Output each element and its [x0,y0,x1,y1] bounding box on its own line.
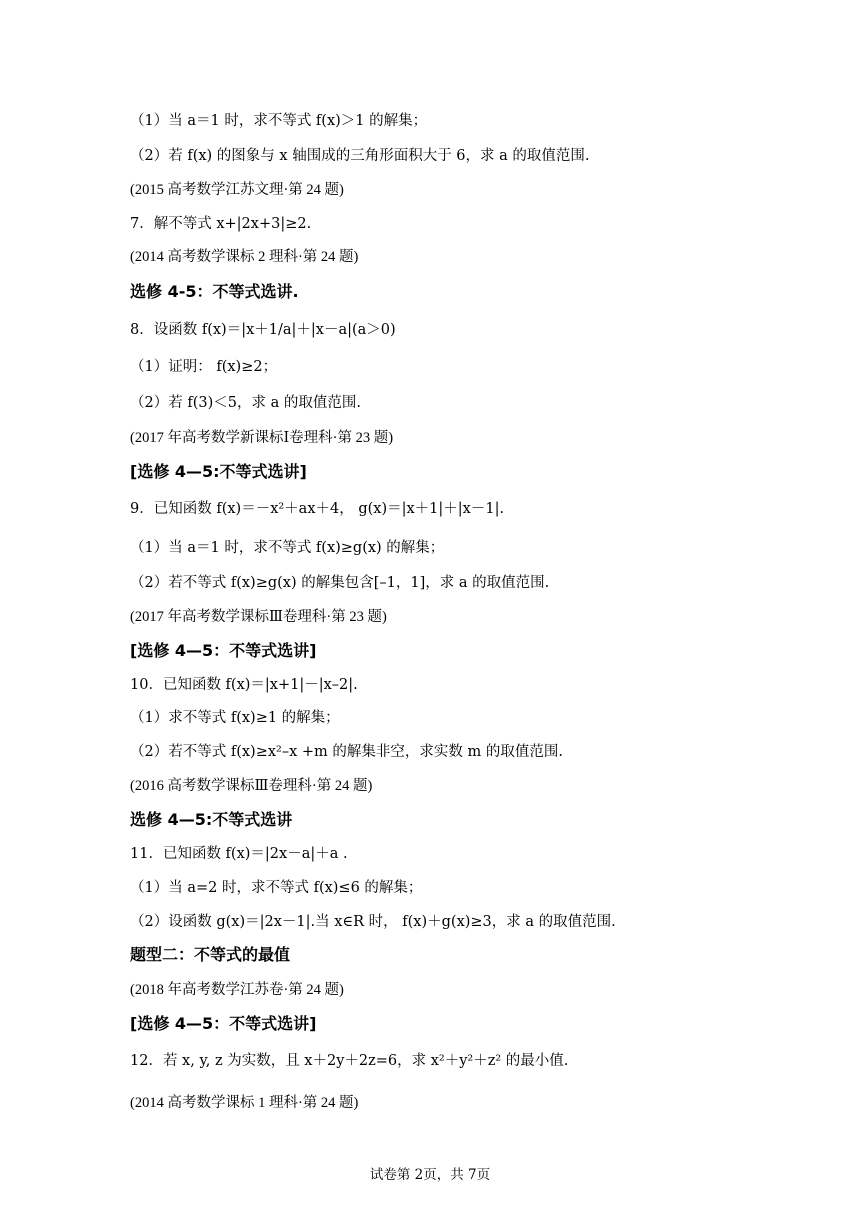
source-note: (2017 年高考数学课标Ⅲ卷理科·第 23 题) [130,609,387,625]
problem-11: 11．已知函数 f(x)＝|2x－a|＋a . [130,846,348,862]
source-note: (2014 高考数学课标 1 理科·第 24 题) [130,1095,359,1111]
problem-8: 8．设函数 f(x)＝|x＋1/a|＋|x－a|(a＞0) [130,322,396,338]
problem-10-part-2: （2）若不等式 f(x)≥x²–x +m 的解集非空，求实数 m 的取值范围. [130,744,563,760]
section-heading: 选修 4-5：不等式选讲. [130,282,299,301]
section-heading: 选修 4—5:不等式选讲 [130,810,293,829]
source-note: (2017 年高考数学新课标Ⅰ卷理科·第 23 题) [130,430,394,446]
section-heading: 题型二：不等式的最值 [130,945,291,964]
section-heading: [选修 4—5：不等式选讲] [130,1014,317,1033]
section-heading: [选修 4—5:不等式选讲] [130,462,307,481]
source-note: (2014 高考数学课标 2 理科·第 24 题) [130,249,359,265]
problem-7: 7．解不等式 x+|2x+3|≥2. [130,216,312,232]
source-note: (2016 高考数学课标Ⅲ卷理科·第 24 题) [130,778,373,794]
problem-9-part-2: （2）若不等式 f(x)≥g(x) 的解集包含[–1，1]，求 a 的取值范围. [130,575,550,591]
problem-8-part-1: （1）证明： f(x)≥2； [130,359,278,375]
problem-11-part-2: （2）设函数 g(x)＝|2x－1|.当 x∈R 时， f(x)＋g(x)≥3，求 a 的取值范围. [130,914,616,930]
source-note: (2015 高考数学江苏文理·第 24 题) [130,182,344,198]
problem-6-part-1: （1）当 a＝1 时，求不等式 f(x)＞1 的解集； [130,113,428,129]
problem-9-part-1: （1）当 a＝1 时，求不等式 f(x)≥g(x) 的解集； [130,540,445,556]
problem-8-part-2: （2）若 f(3)＜5，求 a 的取值范围. [130,395,361,411]
section-heading: [选修 4—5：不等式选讲] [130,641,317,660]
problem-6-part-2: （2）若 f(x) 的图象与 x 轴围成的三角形面积大于 6，求 a 的取值范围. [130,148,590,164]
source-note: (2018 年高考数学江苏卷·第 24 题) [130,982,344,998]
problem-12: 12．若 x, y, z 为实数，且 x＋2y＋2z=6，求 x²＋y²＋z² 的最小值. [130,1053,569,1069]
page-footer: 试卷第 2页，共 7页 [369,1167,491,1183]
problem-10: 10．已知函数 f(x)＝|x+1|－|x–2|. [130,677,358,693]
problem-9: 9．已知函数 f(x)＝－x²＋ax＋4， g(x)＝|x＋1|＋|x－1|. [130,501,505,517]
problem-11-part-1: （1）当 a=2 时，求不等式 f(x)≤6 的解集； [130,880,423,896]
problem-10-part-1: （1）求不等式 f(x)≥1 的解集； [130,710,340,726]
